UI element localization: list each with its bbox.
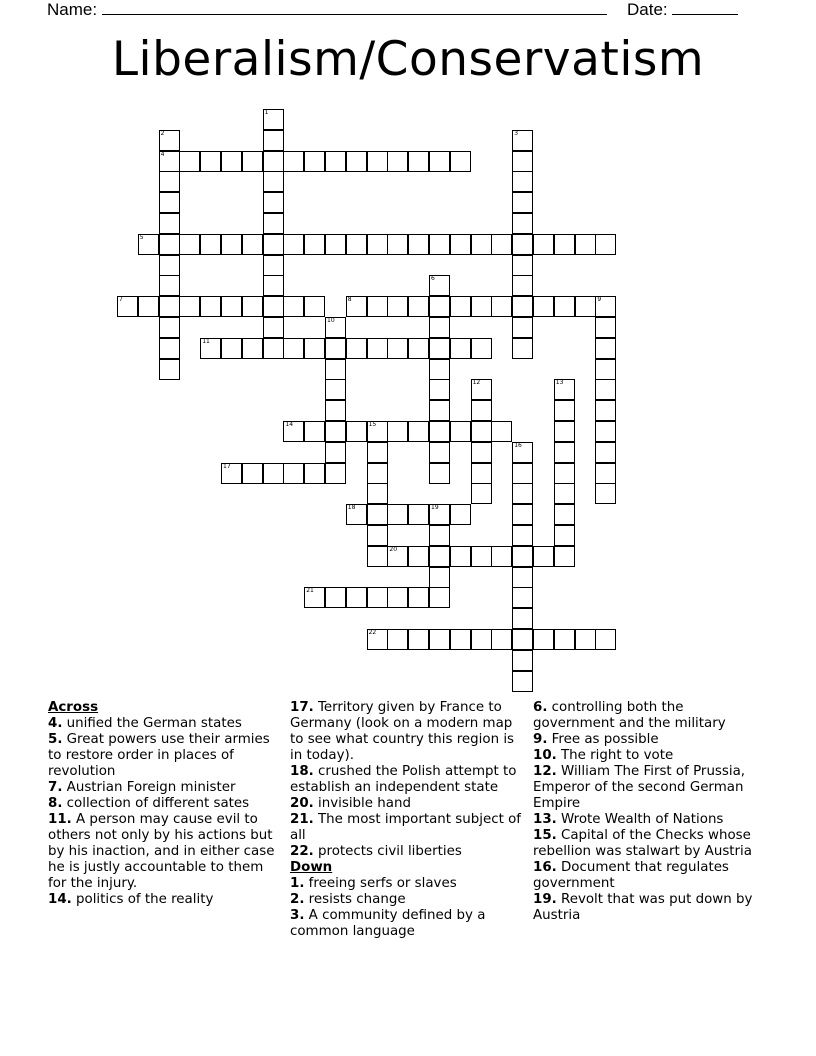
grid-cell[interactable]: [159, 171, 180, 192]
grid-cell[interactable]: [429, 504, 450, 525]
grid-cell[interactable]: [512, 546, 533, 567]
grid-cell[interactable]: [429, 587, 450, 608]
clue-number-label: 18.: [290, 764, 314, 779]
clue-number-label: 2.: [290, 892, 305, 907]
clue-number: 1: [264, 109, 269, 116]
grid-cell[interactable]: [471, 421, 492, 442]
clue-number: 3: [514, 129, 519, 137]
grid-cell[interactable]: [595, 317, 616, 338]
grid-cell[interactable]: [450, 629, 471, 650]
clue-text: Great powers use their armies to restore order in places of revolution: [48, 732, 270, 779]
grid-cell[interactable]: [346, 151, 367, 172]
grid-cell[interactable]: [325, 359, 346, 380]
grid-cell[interactable]: [325, 587, 346, 608]
grid-cell[interactable]: [325, 463, 346, 484]
clue-text: politics of the reality: [76, 892, 214, 907]
grid-cell[interactable]: [595, 379, 616, 400]
grid-cell[interactable]: [408, 151, 429, 172]
grid-cell[interactable]: [595, 442, 616, 463]
grid-cell[interactable]: [304, 296, 325, 317]
grid-cell[interactable]: [575, 629, 596, 650]
clue-number: 8: [347, 296, 352, 304]
grid-cell[interactable]: [221, 234, 242, 255]
grid-cell[interactable]: [512, 650, 533, 671]
grid-cell[interactable]: [138, 234, 159, 255]
grid-cell[interactable]: [263, 338, 284, 359]
clue-number: 7: [119, 296, 123, 304]
grid-cell[interactable]: [159, 296, 180, 317]
grid-cell[interactable]: [512, 296, 533, 317]
clue-number-label: 3.: [290, 908, 305, 923]
grid-cell[interactable]: [408, 296, 429, 317]
grid-cell[interactable]: [179, 151, 200, 172]
clue-number: 5: [139, 233, 144, 241]
grid-cell[interactable]: [471, 483, 492, 504]
grid-cell[interactable]: [221, 463, 242, 484]
grid-cell[interactable]: [554, 629, 575, 650]
clue-number-label: 14.: [48, 892, 72, 907]
grid-cell[interactable]: [512, 587, 533, 608]
clue-text: A community defined by a common language: [290, 908, 486, 939]
grid-cell[interactable]: [346, 504, 367, 525]
clue-number: 20: [389, 545, 398, 553]
grid-cell[interactable]: [325, 338, 346, 359]
grid-cell[interactable]: [554, 504, 575, 525]
grid-cell[interactable]: [242, 338, 263, 359]
grid-cell[interactable]: [304, 587, 325, 608]
grid-cell[interactable]: [159, 317, 180, 338]
clue-text: invisible hand: [318, 796, 411, 811]
clue-text: resists change: [308, 892, 406, 907]
grid-cell[interactable]: [429, 317, 450, 338]
grid-cell[interactable]: [325, 379, 346, 400]
grid-cell[interactable]: [512, 567, 533, 588]
grid-cell[interactable]: [429, 151, 450, 172]
grid-cell[interactable]: [471, 296, 492, 317]
grid-cell[interactable]: [512, 525, 533, 546]
clue-text: Document that regulates government: [533, 860, 729, 891]
grid-cell[interactable]: [263, 296, 284, 317]
grid-cell[interactable]: [575, 296, 596, 317]
clue-item: [290, 796, 526, 812]
clue-column-3: [533, 700, 769, 924]
grid-cell[interactable]: [283, 296, 304, 317]
clue-item: [533, 812, 769, 828]
grid-cell[interactable]: [283, 463, 304, 484]
grid-cell[interactable]: [429, 421, 450, 442]
clue-item: [290, 764, 526, 796]
grid-cell[interactable]: [346, 587, 367, 608]
grid-cell[interactable]: [367, 546, 388, 567]
grid-cell[interactable]: [429, 234, 450, 255]
clue-item: [290, 844, 526, 860]
clue-item: [533, 732, 769, 748]
grid-cell[interactable]: [367, 234, 388, 255]
clue-number-label: 21.: [290, 812, 314, 827]
grid-cell[interactable]: [491, 629, 512, 650]
grid-cell[interactable]: [512, 275, 533, 296]
grid-cell[interactable]: [554, 546, 575, 567]
grid-cell[interactable]: [367, 504, 388, 525]
clue-item: [48, 812, 284, 892]
grid-cell[interactable]: [512, 192, 533, 213]
clue-number: 10: [327, 317, 335, 324]
clue-text: Free as possible: [551, 732, 659, 747]
grid-cell[interactable]: [471, 463, 492, 484]
grid-cell[interactable]: [512, 171, 533, 192]
grid-cell[interactable]: [367, 525, 388, 546]
grid-cell[interactable]: [179, 234, 200, 255]
grid-cell[interactable]: [367, 151, 388, 172]
grid-cell[interactable]: [595, 463, 616, 484]
grid-cell[interactable]: [367, 442, 388, 463]
grid-cell[interactable]: [263, 255, 284, 276]
grid-cell[interactable]: [408, 546, 429, 567]
clue-number: 13: [555, 379, 564, 387]
grid-cell[interactable]: [367, 629, 388, 650]
grid-cell[interactable]: [200, 338, 221, 359]
grid-cell[interactable]: [263, 109, 284, 130]
clue-number: 15: [368, 421, 377, 428]
grid-cell[interactable]: [554, 525, 575, 546]
clue-number-label: 5.: [48, 732, 63, 747]
grid-cell[interactable]: [367, 338, 388, 359]
grid-cell[interactable]: [138, 296, 159, 317]
grid-cell[interactable]: [325, 400, 346, 421]
grid-cell[interactable]: [491, 421, 512, 442]
clue-number: 2: [160, 129, 165, 137]
clue-text: Capital of the Checks whose rebellion was stalwart by Austria: [533, 828, 752, 859]
clue-text: Revolt that was put down by Austria: [533, 892, 753, 923]
grid-cell[interactable]: [387, 629, 408, 650]
grid-cell[interactable]: [595, 400, 616, 421]
clue-text: controlling both the government and the military: [533, 700, 726, 731]
clue-text: freeing serfs or slaves: [308, 876, 457, 891]
clue-number-label: 4.: [48, 716, 63, 731]
grid-cell[interactable]: [263, 151, 284, 172]
clue-number-label: 17.: [290, 700, 314, 715]
grid-cell[interactable]: [512, 442, 533, 463]
grid-cell[interactable]: [554, 442, 575, 463]
clue-item: [48, 892, 284, 908]
grid-cell[interactable]: [512, 629, 533, 650]
grid-cell[interactable]: [554, 421, 575, 442]
clue-text: crushed the Polish attempt to establish an independent state: [290, 764, 517, 795]
grid-cell[interactable]: [429, 379, 450, 400]
grid-cell[interactable]: [429, 400, 450, 421]
grid-cell[interactable]: [263, 317, 284, 338]
clue-number: 12: [472, 379, 481, 387]
clue-number-label: 10.: [533, 748, 557, 763]
grid-cell[interactable]: [471, 629, 492, 650]
grid-cell[interactable]: [159, 255, 180, 276]
clue-number-label: 16.: [533, 860, 557, 875]
grid-cell[interactable]: [263, 275, 284, 296]
clue-item: [290, 700, 526, 764]
grid-cell[interactable]: [429, 296, 450, 317]
grid-cell[interactable]: [429, 567, 450, 588]
clue-number-label: 13.: [533, 812, 557, 827]
clue-number: 18: [347, 504, 356, 512]
clue-item: [290, 812, 526, 844]
grid-cell[interactable]: [512, 130, 533, 151]
grid-cell[interactable]: [159, 338, 180, 359]
grid-cell[interactable]: [512, 463, 533, 484]
clue-text: William The First of Prussia, Emperor of the second German Empire: [533, 764, 746, 811]
name-label: Name:: [47, 0, 98, 19]
grid-cell[interactable]: [429, 629, 450, 650]
grid-cell[interactable]: [408, 421, 429, 442]
grid-cell[interactable]: [491, 234, 512, 255]
grid-cell[interactable]: [346, 296, 367, 317]
grid-cell[interactable]: [346, 338, 367, 359]
grid-cell[interactable]: [429, 359, 450, 380]
grid-cell[interactable]: [325, 151, 346, 172]
grid-cell[interactable]: [512, 504, 533, 525]
clue-number-label: 7.: [48, 780, 63, 795]
grid-cell[interactable]: [221, 296, 242, 317]
page-title: Liberalism/Conservatism: [111, 32, 705, 87]
clue-item: [533, 700, 769, 732]
grid-cell[interactable]: [367, 463, 388, 484]
grid-cell[interactable]: [471, 379, 492, 400]
grid-cell[interactable]: [429, 525, 450, 546]
clue-text: collection of different sates: [66, 796, 250, 811]
grid-cell[interactable]: [304, 463, 325, 484]
clue-item: [533, 860, 769, 892]
clue-number-label: 12.: [533, 764, 557, 779]
grid-cell[interactable]: [325, 442, 346, 463]
grid-cell[interactable]: [450, 504, 471, 525]
clue-number: 21: [306, 587, 314, 595]
grid-cell[interactable]: [159, 130, 180, 151]
grid-cell[interactable]: [512, 608, 533, 629]
clue-item: [48, 780, 284, 796]
clue-item: [290, 908, 526, 940]
grid-cell[interactable]: [159, 192, 180, 213]
clue-text: Territory given by France to Germany (look on a modern map to see what country this region is in today).: [290, 700, 515, 763]
grid-cell[interactable]: [554, 379, 575, 400]
clue-text: A person may cause evil to others not only by his actions but by his inaction, and in either case he is justly accountable to them for the injury.: [48, 812, 275, 891]
grid-cell[interactable]: [242, 296, 263, 317]
grid-cell[interactable]: [512, 671, 533, 692]
grid-cell[interactable]: [200, 296, 221, 317]
grid-cell[interactable]: [512, 151, 533, 172]
grid-cell[interactable]: [200, 151, 221, 172]
grid-cell[interactable]: [325, 317, 346, 338]
grid-cell[interactable]: [263, 463, 284, 484]
grid-cell[interactable]: [595, 483, 616, 504]
grid-cell[interactable]: [263, 130, 284, 151]
grid-cell[interactable]: [367, 296, 388, 317]
grid-cell[interactable]: [512, 317, 533, 338]
grid-cell[interactable]: [387, 421, 408, 442]
clue-item: [290, 876, 526, 892]
grid-cell[interactable]: [387, 151, 408, 172]
grid-cell[interactable]: [221, 338, 242, 359]
grid-cell[interactable]: [159, 151, 180, 172]
clue-text: unified the German states: [66, 716, 242, 731]
grid-cell[interactable]: [512, 338, 533, 359]
grid-cell[interactable]: [304, 338, 325, 359]
grid-cell[interactable]: [325, 234, 346, 255]
clue-item: [48, 732, 284, 780]
clue-number: 14: [285, 421, 294, 428]
clue-number: 22: [368, 629, 377, 636]
grid-cell[interactable]: [159, 275, 180, 296]
grid-cell[interactable]: [263, 171, 284, 192]
grid-cell[interactable]: [117, 296, 138, 317]
grid-cell[interactable]: [595, 629, 616, 650]
grid-cell[interactable]: [387, 587, 408, 608]
grid-cell[interactable]: [263, 213, 284, 234]
grid-cell[interactable]: [387, 546, 408, 567]
grid-cell[interactable]: [242, 463, 263, 484]
grid-cell[interactable]: [346, 234, 367, 255]
grid-cell[interactable]: [471, 546, 492, 567]
grid-cell[interactable]: [387, 296, 408, 317]
clue-item: [290, 892, 526, 908]
grid-cell[interactable]: [283, 421, 304, 442]
clue-item: [533, 764, 769, 812]
grid-cell[interactable]: [533, 296, 554, 317]
grid-cell[interactable]: [263, 234, 284, 255]
grid-cell[interactable]: [533, 546, 554, 567]
clue-number: 9: [597, 296, 602, 304]
grid-cell[interactable]: [304, 151, 325, 172]
grid-cell[interactable]: [242, 234, 263, 255]
clue-number: 19: [431, 504, 439, 512]
grid-cell[interactable]: [429, 463, 450, 484]
grid-cell[interactable]: [367, 421, 388, 442]
grid-cell[interactable]: [429, 442, 450, 463]
grid-cell[interactable]: [471, 400, 492, 421]
grid-cell[interactable]: [408, 629, 429, 650]
clue-item: [48, 796, 284, 812]
grid-cell[interactable]: [408, 504, 429, 525]
grid-cell[interactable]: [450, 338, 471, 359]
clue-column-2: [290, 700, 526, 940]
clue-number-label: 9.: [533, 732, 548, 747]
grid-cell[interactable]: [200, 234, 221, 255]
grid-cell[interactable]: [471, 338, 492, 359]
clue-number: 17: [223, 462, 231, 470]
grid-cell[interactable]: [387, 338, 408, 359]
clue-number-label: 20.: [290, 796, 314, 811]
grid-cell[interactable]: [595, 338, 616, 359]
clue-text: The right to vote: [561, 748, 674, 763]
grid-cell[interactable]: [575, 234, 596, 255]
clue-number: 11: [202, 337, 210, 345]
clue-number: 4: [160, 150, 165, 158]
grid-cell[interactable]: [346, 421, 367, 442]
clue-item: [533, 748, 769, 764]
clue-item: [533, 892, 769, 924]
clue-column-1: [48, 700, 284, 908]
grid-cell[interactable]: [450, 234, 471, 255]
grid-cell[interactable]: [595, 234, 616, 255]
grid-cell[interactable]: [554, 483, 575, 504]
grid-cell[interactable]: [491, 546, 512, 567]
grid-cell[interactable]: [408, 587, 429, 608]
clue-number: 6: [431, 275, 435, 283]
grid-cell[interactable]: [512, 483, 533, 504]
clue-number-label: 8.: [48, 796, 63, 811]
clue-item: [48, 716, 284, 732]
grid-cell[interactable]: [450, 546, 471, 567]
grid-cell[interactable]: [512, 255, 533, 276]
grid-cell[interactable]: [283, 338, 304, 359]
grid-cell[interactable]: [533, 234, 554, 255]
grid-cell[interactable]: [408, 338, 429, 359]
grid-cell[interactable]: [512, 234, 533, 255]
grid-cell[interactable]: [179, 296, 200, 317]
clue-number-label: 22.: [290, 844, 314, 859]
grid-cell[interactable]: [221, 151, 242, 172]
grid-cell[interactable]: [595, 421, 616, 442]
clue-text: Austrian Foreign minister: [66, 780, 236, 795]
grid-cell[interactable]: [471, 234, 492, 255]
grid-cell[interactable]: [387, 504, 408, 525]
grid-cell[interactable]: [304, 421, 325, 442]
grid-cell[interactable]: [429, 546, 450, 567]
grid-cell[interactable]: [242, 151, 263, 172]
down-heading: Down: [290, 860, 333, 875]
grid-cell[interactable]: [304, 234, 325, 255]
clue-text: protects civil liberties: [318, 844, 462, 859]
across-heading: Across: [48, 700, 99, 715]
grid-cell[interactable]: [554, 296, 575, 317]
clue-number-label: 11.: [48, 812, 72, 827]
grid-cell[interactable]: [512, 213, 533, 234]
clue-number-label: 6.: [533, 700, 548, 715]
grid-cell[interactable]: [159, 234, 180, 255]
clue-text: The most important subject of all: [290, 812, 521, 843]
grid-cell[interactable]: [429, 275, 450, 296]
grid-cell[interactable]: [159, 213, 180, 234]
grid-cell[interactable]: [450, 421, 471, 442]
clue-number: 16: [514, 441, 522, 449]
grid-cell[interactable]: [263, 192, 284, 213]
grid-cell[interactable]: [367, 483, 388, 504]
grid-cell[interactable]: [429, 338, 450, 359]
grid-cell[interactable]: [533, 629, 554, 650]
clue-number-label: 1.: [290, 876, 305, 891]
grid-cell[interactable]: [554, 234, 575, 255]
grid-cell[interactable]: [325, 421, 346, 442]
date-label: Date:: [627, 0, 668, 19]
clue-item: [533, 828, 769, 860]
clue-number-label: 15.: [533, 828, 557, 843]
clue-number-label: 19.: [533, 892, 557, 907]
grid-cell[interactable]: [283, 151, 304, 172]
grid-cell[interactable]: [595, 296, 616, 317]
grid-cell[interactable]: [283, 234, 304, 255]
clue-text: Wrote Wealth of Nations: [561, 812, 724, 827]
grid-cell[interactable]: [471, 442, 492, 463]
grid-cell[interactable]: [450, 151, 471, 172]
grid-cell[interactable]: [159, 359, 180, 380]
grid-cell[interactable]: [554, 400, 575, 421]
grid-cell[interactable]: [367, 587, 388, 608]
grid-cell[interactable]: [491, 296, 512, 317]
grid-cell[interactable]: [450, 296, 471, 317]
grid-cell[interactable]: [554, 463, 575, 484]
grid-cell[interactable]: [387, 234, 408, 255]
grid-cell[interactable]: [408, 234, 429, 255]
grid-cell[interactable]: [595, 359, 616, 380]
